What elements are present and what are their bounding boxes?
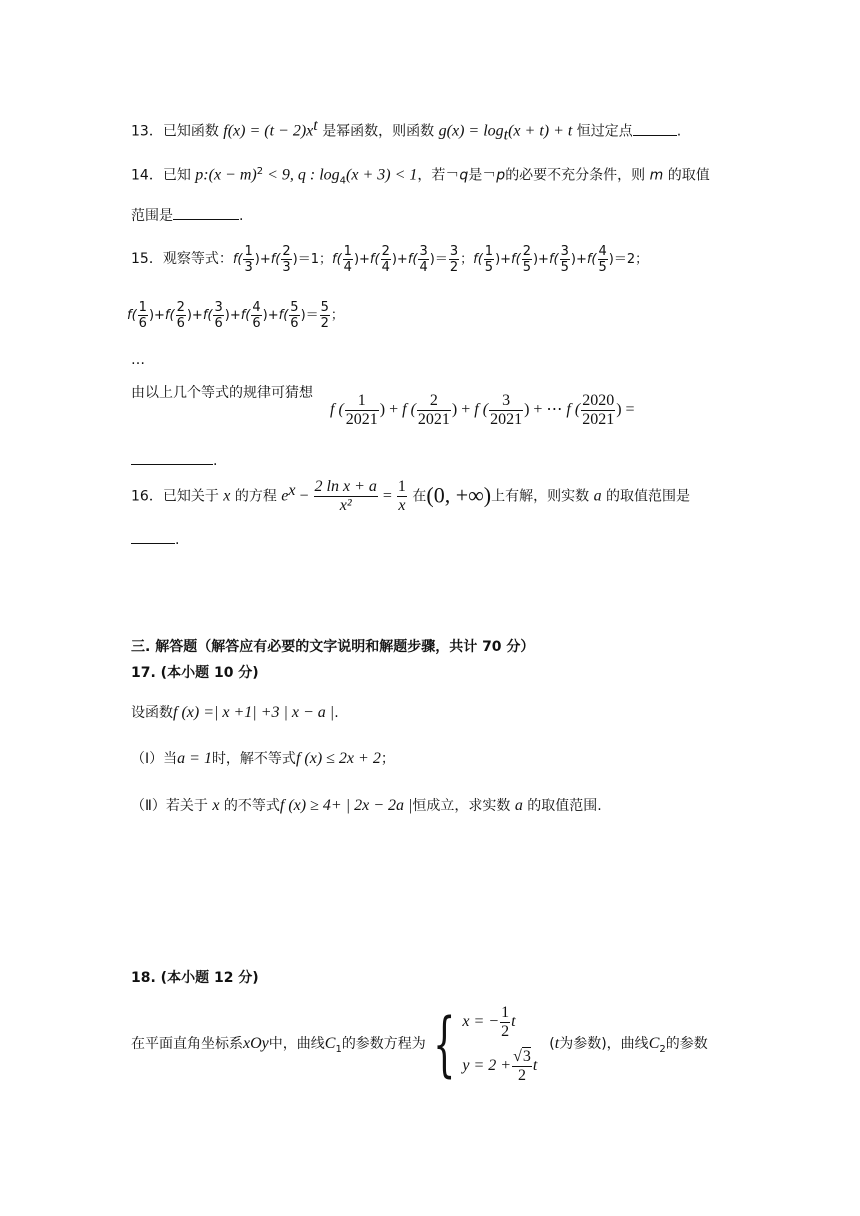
term-suffix: )+ (353, 252, 370, 267)
term-suffix: )+ (391, 252, 408, 267)
fraction-denominator: 2021 (490, 411, 523, 428)
fraction-numerator: 4 (252, 300, 261, 315)
q17-part1-end: ； (380, 751, 395, 767)
q18-eq-x-num: 1 (501, 1003, 510, 1021)
q16-period: . (175, 532, 180, 548)
fraction-numerator: 5 (320, 300, 329, 315)
fraction-term (330, 392, 403, 428)
fraction-denominator: 6 (214, 316, 223, 331)
q17-part2-x: x (212, 797, 220, 814)
fraction-denominator: 5 (522, 260, 531, 275)
q14-text: ，若￢ (417, 167, 460, 184)
q14-exp: 2 (256, 166, 264, 177)
question-16 (131, 478, 690, 515)
fraction (281, 244, 291, 275)
question-15 (131, 244, 648, 275)
q17-part2-end: 的取值范围. (527, 798, 602, 814)
q14-m: m (649, 167, 664, 184)
fraction-denominator: 5 (598, 260, 607, 275)
fraction-term (474, 392, 567, 428)
term-suffix: ) + (379, 401, 403, 419)
q16-a: a (593, 487, 602, 505)
q18-c2-sub: 2 (659, 1043, 666, 1055)
fraction-term (402, 392, 475, 428)
fraction-term (127, 300, 165, 331)
term-prefix: f( (240, 308, 251, 323)
fraction-numerator: 3 (419, 244, 428, 259)
q16-e: e (281, 487, 289, 505)
question-15-answer (131, 450, 217, 471)
term-prefix: f( (202, 308, 213, 323)
fraction (417, 392, 451, 429)
term-suffix: )＝2； (608, 252, 649, 267)
q16-frac2-num: 1 (397, 478, 406, 495)
q14-text3: 的必要不充分条件，则 (505, 167, 646, 184)
q18-eq-y-t: t (532, 1057, 538, 1074)
question-13 (131, 116, 681, 145)
fraction-numerator: 1 (343, 244, 352, 259)
q14-expr-p: p:(x − m) (195, 166, 257, 184)
fraction-term (332, 244, 370, 275)
section-3-title: 三. 解答题（解答应有必要的文字说明和解题步骤，共计 70 分） (131, 639, 535, 655)
q18-c1: C (324, 1035, 336, 1053)
q18-eq-x-lhs: x = − (462, 1013, 500, 1030)
q13-prefix: 13．已知函数 (131, 123, 219, 140)
q13-period: . (676, 123, 682, 140)
term-prefix: f ( (330, 401, 344, 419)
q17-header: 17. (本小题 10 分) (131, 665, 259, 681)
fraction (381, 244, 391, 275)
q16-text3: 上有解，则实数 (491, 488, 590, 505)
term-prefix: f( (332, 252, 342, 267)
term-prefix: f( (369, 252, 380, 267)
q18-text-tail (549, 1033, 707, 1055)
fraction-denominator: 5 (560, 260, 569, 275)
q14-expr-q: < 9, q : log (263, 166, 340, 184)
term-suffix: ； (460, 252, 474, 267)
fraction-numerator: 3 (214, 300, 223, 315)
q14-text2: 是￢ (468, 167, 497, 184)
fraction-term (202, 300, 241, 331)
fraction-term (511, 244, 549, 275)
q17-part2-text: 的不等式 (223, 798, 280, 814)
fraction-denominator: 3 (282, 260, 291, 275)
fraction-denominator: 2021 (582, 411, 615, 428)
term-suffix: )+ (224, 308, 241, 323)
q15-answer-blank[interactable] (131, 450, 213, 465)
q18-c2: C (648, 1035, 660, 1053)
fraction-denominator: 2021 (345, 411, 378, 428)
q17-definition (131, 703, 339, 723)
fraction-numerator: 3 (449, 244, 459, 259)
fraction-denominator: 4 (343, 260, 352, 275)
fraction (320, 300, 330, 331)
q18-eq-x-t: t (511, 1013, 516, 1030)
q18-eq-y (462, 1044, 537, 1088)
q15-prefix: 15．观察等式： (131, 251, 233, 267)
q18-eq-y-frac (512, 1048, 532, 1085)
fraction (213, 300, 223, 331)
fraction-term (278, 300, 319, 331)
q15-period: . (213, 453, 218, 469)
fraction (289, 300, 299, 331)
fraction-denominator: 2 (449, 260, 459, 275)
term-prefix: f( (232, 252, 243, 267)
fraction-term (369, 244, 408, 275)
fraction (489, 392, 523, 429)
fraction-numerator: 2 (176, 300, 185, 315)
q14-range-text: 范围是 (131, 208, 173, 224)
term-suffix: )+ (254, 252, 271, 267)
q16-frac1-num: 2 ln x + a (314, 478, 377, 495)
q16-frac1-den: x² (339, 497, 352, 514)
question-16-line2 (131, 529, 179, 550)
q16-fraction-2 (397, 478, 407, 515)
fraction-denominator: 2021 (417, 411, 450, 428)
q18-eq-x-den: 2 (501, 1022, 510, 1040)
q13-function-g-arg: (x + t) + t (508, 122, 573, 140)
q14-log-base: 4 (339, 175, 347, 187)
q13-function-f: f(x) = (t − 2)x (223, 122, 314, 140)
fraction-term (164, 300, 203, 331)
q16-answer-blank[interactable] (131, 529, 175, 544)
fraction-denominator: 5 (484, 260, 494, 275)
fraction-term (232, 244, 271, 275)
term-prefix: f( (473, 252, 483, 267)
q16-minus: − (295, 487, 313, 505)
term-prefix: f ( (474, 401, 489, 419)
fraction-numerator: 4 (598, 244, 607, 259)
fraction (138, 300, 148, 331)
q17-part-1 (131, 749, 395, 769)
left-brace-icon: { (432, 1003, 456, 1085)
q13-text-fixed-point: 恒过定点 (576, 123, 633, 140)
q17-part1-label: （Ⅰ）当 (131, 751, 178, 767)
term-prefix: f( (407, 252, 418, 267)
q17-part1-text: 时，解不等式 (211, 751, 296, 767)
term-suffix: )+ (262, 308, 279, 323)
q14-answer-blank[interactable] (173, 205, 239, 220)
fraction-term (240, 300, 279, 331)
question-14 (131, 162, 710, 191)
term-prefix: f( (586, 252, 597, 267)
fraction-numerator: 1 (345, 392, 379, 411)
fraction (522, 244, 532, 275)
term-suffix: )+ (148, 308, 165, 323)
term-prefix: f( (164, 308, 175, 323)
fraction-term (407, 244, 448, 275)
q14-prefix: 14．已知 (131, 167, 191, 184)
fraction (176, 300, 186, 331)
term-prefix: f( (278, 308, 289, 323)
fraction-term (448, 244, 474, 275)
fraction (418, 244, 428, 275)
q15-guess-text: 由以上几个等式的规律可猜想 (131, 385, 313, 401)
term-suffix: )+ (495, 252, 512, 267)
fraction-numerator: 5 (290, 300, 299, 315)
q15-guess-expression (330, 392, 635, 429)
q17-part2-ineq: f (x) ≥ 4+ | 2x − 2a | (279, 797, 413, 814)
q16-frac2-den: x (398, 497, 406, 514)
q18-t: t (554, 1035, 560, 1053)
q18-text3: 的参数方程为 (341, 1036, 426, 1053)
fraction-numerator: 1 (244, 244, 253, 259)
term-suffix: )＝ (300, 308, 319, 323)
q14-q: q (459, 167, 469, 184)
q18-text2: 中，曲线 (268, 1036, 325, 1053)
q18-eq-x (462, 1000, 537, 1044)
q18-eq-x-frac (500, 1004, 510, 1041)
q18-c1-sub: 1 (335, 1043, 342, 1055)
q13-text: 是幂函数，则函数 (322, 123, 435, 140)
fraction-denominator: 6 (176, 316, 185, 331)
question-14-line2 (131, 205, 243, 226)
fraction (581, 392, 615, 429)
fraction-denominator: 2 (320, 316, 329, 331)
term-prefix: f ( (566, 401, 581, 419)
fraction-denominator: 3 (244, 260, 253, 275)
term-suffix: )+ (570, 252, 587, 267)
q13-exponent: t (313, 117, 318, 134)
term-suffix: )＝1； (292, 252, 333, 267)
q17-part2-text2: 恒成立，求实数 (412, 798, 511, 814)
fraction (251, 300, 261, 331)
q18-body (131, 1000, 708, 1088)
fraction-term (473, 244, 512, 275)
term-suffix: ； (330, 308, 344, 323)
q18-xoy: xOy (243, 1035, 269, 1053)
q15-equations-line2 (127, 300, 344, 331)
q18-eq-y-num: √3 (513, 1047, 531, 1065)
fraction-numerator: 3 (489, 392, 523, 411)
q14-text4: 的取值 (667, 167, 710, 184)
term-prefix: f( (127, 308, 137, 323)
q18-header: 18. (本小题 12 分) (131, 970, 259, 986)
term-prefix: f ( (402, 401, 416, 419)
q14-expr-q2: (x + 3) < 1 (346, 166, 418, 184)
q16-text2: 在 (412, 488, 427, 505)
fraction (449, 244, 459, 275)
fraction-numerator: 1 (138, 300, 147, 315)
q18-paren: ( (549, 1036, 555, 1053)
q16-text4: 的取值范围是 (606, 488, 691, 505)
q17-def-end: . (334, 705, 339, 721)
term-prefix: f( (548, 252, 559, 267)
fraction (343, 244, 353, 275)
q18-eq-y-lhs: y = 2 + (462, 1057, 512, 1074)
q18-text-group (131, 1033, 426, 1055)
q16-fraction-1 (314, 478, 378, 515)
q16-interval: (0, +∞) (426, 482, 492, 508)
q13-log-base: t (503, 126, 509, 144)
fraction-term (548, 244, 587, 275)
fraction-denominator: 4 (381, 260, 390, 275)
q14-p: p (496, 167, 506, 184)
q18-text4: 为参数)，曲线 (559, 1036, 649, 1053)
fraction-numerator: 2020 (582, 392, 615, 409)
q16-text: 的方程 (234, 488, 277, 505)
fraction-numerator: 2 (381, 244, 390, 259)
q18-parametric-system (462, 1000, 537, 1088)
fraction (484, 244, 494, 275)
fraction-term (586, 244, 649, 275)
q15-ellipsis: … (131, 352, 145, 368)
fraction-term (566, 392, 635, 428)
q16-x: x (223, 487, 231, 505)
q15-guess-terms (330, 392, 635, 428)
term-suffix: )＝ (429, 252, 448, 267)
q15-equations-line1 (232, 244, 649, 275)
q16-exp-x: x (288, 481, 296, 499)
fraction-denominator: 6 (290, 316, 299, 331)
fraction-numerator: 2 (282, 244, 291, 259)
term-suffix: ) + ⋯ (524, 401, 567, 419)
term-suffix: )+ (186, 308, 203, 323)
fraction-numerator: 1 (484, 244, 494, 259)
term-suffix: )+ (532, 252, 549, 267)
q18-eq-y-den: 2 (517, 1066, 526, 1084)
term-prefix: f( (511, 252, 521, 267)
term-suffix: ) = (616, 401, 635, 419)
fraction-numerator: 2 (417, 392, 451, 411)
q17-def-expr: f (x) =| x +1| +3 | x − a | (173, 704, 335, 721)
q18-eq-y-sqrt: 3 (522, 1047, 531, 1065)
term-prefix: f( (270, 252, 281, 267)
q16-prefix: 16．已知关于 (131, 488, 219, 505)
fraction (598, 244, 608, 275)
q13-function-g: g(x) = log (438, 122, 504, 140)
q17-part2-label: （Ⅱ）若关于 (131, 798, 208, 814)
q14-period: . (239, 208, 244, 224)
fraction-numerator: 3 (560, 244, 569, 259)
q16-equals: = (378, 487, 396, 505)
fraction (560, 244, 570, 275)
fraction-denominator: 6 (138, 316, 147, 331)
fraction (243, 244, 253, 275)
q17-part1-ineq: f (x) ≤ 2x + 2 (295, 750, 381, 767)
fraction-denominator: 6 (252, 316, 261, 331)
q17-part1-cond: a = 1 (177, 750, 212, 767)
fraction-term (270, 244, 333, 275)
q17-part2-a: a (514, 797, 523, 814)
fraction-numerator: 2 (522, 244, 531, 259)
term-suffix: ) + (451, 401, 475, 419)
q17-part-2 (131, 796, 602, 816)
fraction-term (319, 300, 344, 331)
question-15-line2 (127, 300, 344, 331)
fraction-denominator: 4 (419, 260, 428, 275)
q17-def-text: 设函数 (131, 705, 173, 721)
q18-text5: 的参数 (665, 1036, 708, 1053)
fraction (345, 392, 379, 429)
q13-answer-blank[interactable] (633, 121, 677, 136)
q18-text1: 在平面直角坐标系 (131, 1036, 243, 1053)
